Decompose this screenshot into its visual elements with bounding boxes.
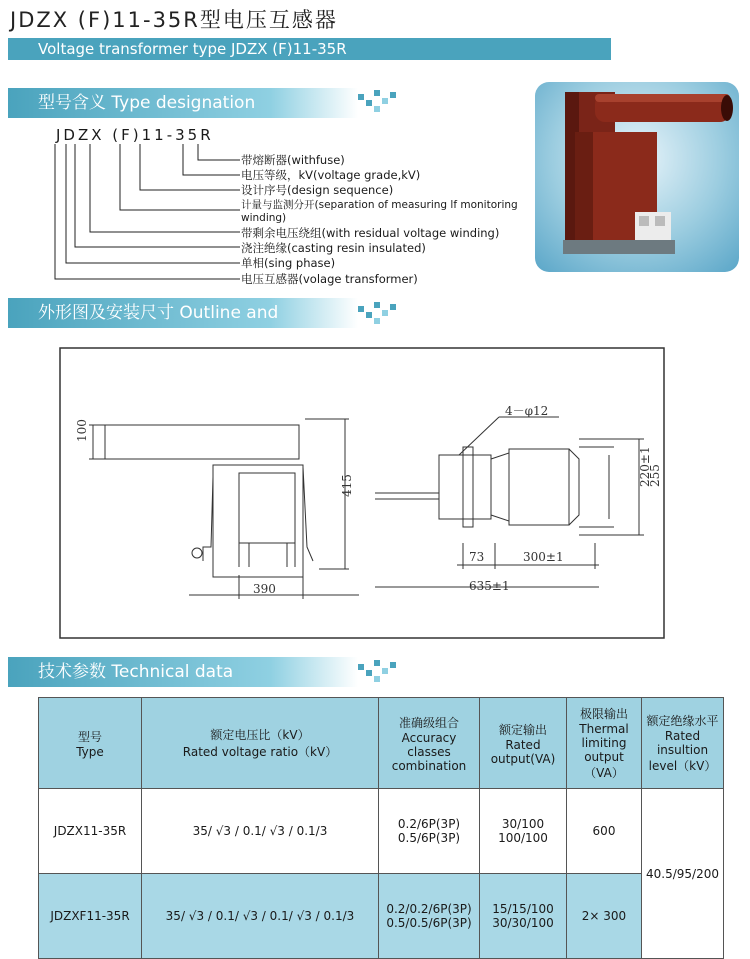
- dimension-label: 255: [648, 464, 662, 487]
- cell-insulation: 40.5/95/200: [642, 789, 724, 959]
- dimension-label: 635±1: [469, 579, 510, 593]
- section-header-designation: [8, 88, 358, 118]
- dimension-label: 73: [469, 550, 485, 564]
- designation-item: 电压互感器(volage transformer): [241, 272, 418, 286]
- designation-item: 带熔断器(withfuse): [241, 153, 345, 167]
- decorative-squares-icon: [358, 298, 404, 328]
- cell-type: JDZXF11-35R: [39, 874, 142, 959]
- designation-item: 带剩余电压绕组(with residual voltage winding): [241, 226, 500, 240]
- designation-item: 浇注绝缘(casting resin insulated): [241, 241, 426, 255]
- header-rated-output: 额定输出 Rated output(VA): [480, 698, 567, 789]
- dimension-label: 390: [253, 582, 276, 596]
- header-type: 型号 Type: [39, 698, 142, 789]
- header-insulation: 额定绝缘水平 Rated insultion level（kV）: [642, 698, 724, 789]
- header-ratio: 额定电压比（kV） Rated voltage ratio（kV）: [142, 698, 379, 789]
- header-thermal-output: 极限输出 Thermal limiting output（VA）: [567, 698, 642, 789]
- technical-data-table: [38, 697, 724, 959]
- section-title: 技术参数 Technical data: [38, 662, 234, 682]
- section-header-technical: [8, 657, 358, 687]
- cell-rated-output: 15/15/100 30/30/100: [480, 874, 567, 959]
- cell-thermal-output: 600: [567, 789, 642, 874]
- decorative-squares-icon: [358, 86, 404, 116]
- designation-item: 计量与监测分开(separation of measuring lf monitoring: [241, 199, 518, 211]
- product-photo: [535, 82, 739, 272]
- dimension-label: 220±1: [638, 446, 652, 487]
- table-row: [39, 874, 724, 959]
- header-accuracy: 准确级组合 Accuracy classes combination: [379, 698, 480, 789]
- cell-thermal-output: 2× 300: [567, 874, 642, 959]
- dimension-label: 100: [75, 419, 89, 442]
- decorative-squares-icon: [358, 656, 404, 686]
- designation-code: JDZX (F)11-35R: [56, 126, 214, 144]
- dimension-label: 300±1: [523, 550, 564, 564]
- outline-drawing: [59, 347, 665, 639]
- subtitle-bar: Voltage transformer type JDZX (F)11-35R: [8, 38, 611, 60]
- designation-leader-lines: [40, 140, 245, 290]
- cell-type: JDZX11-35R: [39, 789, 142, 874]
- cell-rated-output: 30/100 100/100: [480, 789, 567, 874]
- designation-item: winding): [241, 212, 287, 224]
- section-title: 外形图及安装尺寸 Outline and dimensions: [38, 303, 279, 353]
- page-title: JDZX (F)11-35R型电压互感器: [10, 8, 338, 32]
- designation-item: 电压等级，kV(voltage grade,kV): [241, 168, 421, 182]
- designation-item: 设计序号(design sequence): [241, 183, 394, 197]
- section-header-outline: [8, 298, 358, 353]
- dimension-label: 415: [340, 474, 354, 497]
- cell-ratio: 35/ √3 / 0.1/ √3 / 0.1/ √3 / 0.1/3: [142, 874, 379, 959]
- cell-accuracy: 0.2/6P(3P) 0.5/6P(3P): [379, 789, 480, 874]
- cell-ratio: 35/ √3 / 0.1/ √3 / 0.1/3: [142, 789, 379, 874]
- dimension-label: 4－φ12: [505, 404, 549, 418]
- table-row: [39, 789, 724, 874]
- table-header-row: [39, 698, 724, 789]
- designation-item: 单相(sing phase): [241, 256, 336, 270]
- cell-accuracy: 0.2/0.2/6P(3P) 0.5/0.5/6P(3P): [379, 874, 480, 959]
- section-title: 型号含义 Type designation: [38, 93, 256, 113]
